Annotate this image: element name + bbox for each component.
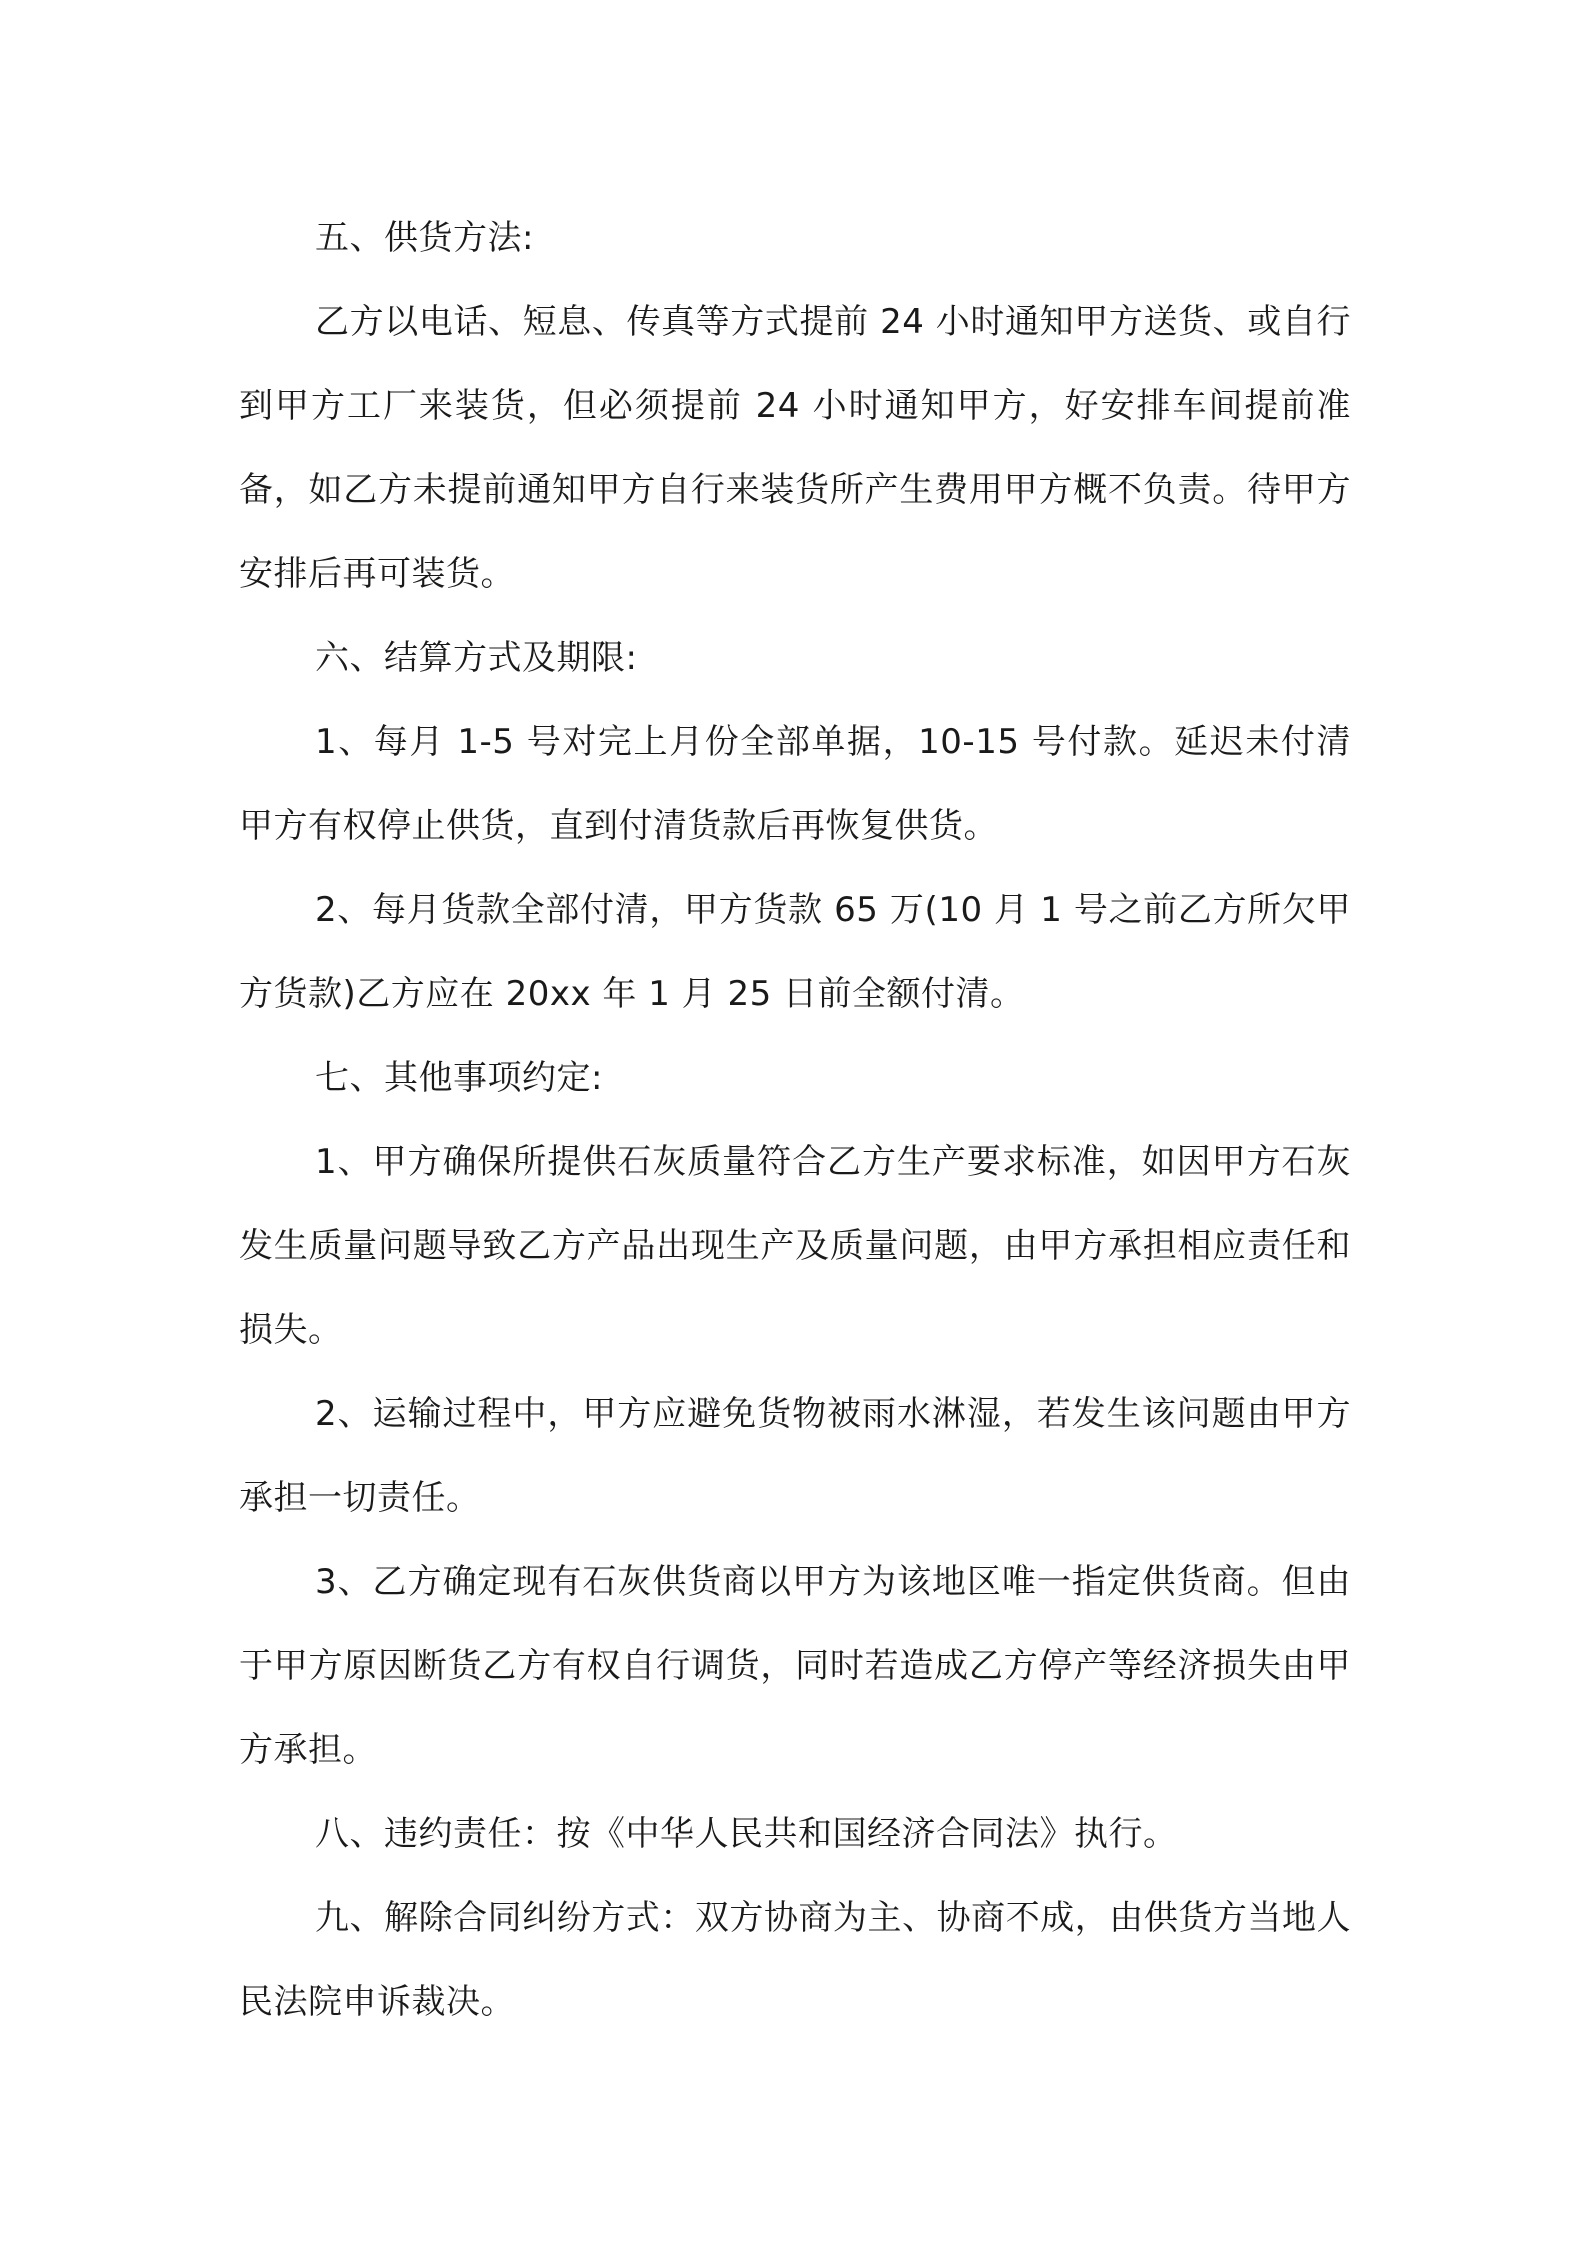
paragraph-other-matters-2: 2、运输过程中，甲方应避免货物被雨水淋湿，若发生该问题由甲方承担一切责任。 bbox=[239, 1394, 1351, 1518]
section-heading-settlement: 六、结算方式及期限: bbox=[315, 638, 638, 678]
paragraph-settlement-1: 1、每月 1-5 号对完上月份全部单据，10-15 号付款。延迟未付清甲方有权停止供货，直到付清货款后再恢复供货。 bbox=[239, 722, 1351, 846]
section-heading-supply-method: 五、供货方法: bbox=[315, 218, 534, 258]
paragraph-other-matters-3: 3、乙方确定现有石灰供货商以甲方为该地区唯一指定供货商。但由于甲方原因断货乙方有权自行调货，同时若造成乙方停产等经济损失由甲方承担。 bbox=[239, 1562, 1351, 1770]
paragraph-dispute-resolution: 九、解除合同纠纷方式：双方协商为主、协商不成，由供货方当地人民法院申诉裁决。 bbox=[239, 1898, 1351, 2022]
paragraph-settlement-2: 2、每月货款全部付清，甲方货款 65 万(10 月 1 号之前乙方所欠甲方货款)乙方应在 20xx 年 1 月 25 日前全额付清。 bbox=[239, 890, 1351, 1014]
paragraph-breach-liability: 八、违约责任：按《中华人民共和国经济合同法》执行。 bbox=[315, 1814, 1178, 1854]
section-heading-other-matters: 七、其他事项约定: bbox=[315, 1058, 603, 1098]
paragraph-supply-method: 乙方以电话、短息、传真等方式提前 24 小时通知甲方送货、或自行到甲方工厂来装货，但必须提前 24 小时通知甲方，好安排车间提前准备，如乙方未提前通知甲方自行来装货所产生费用甲方概不负责。待甲方安排后再可装货。 bbox=[239, 302, 1351, 594]
paragraph-other-matters-1: 1、甲方确保所提供石灰质量符合乙方生产要求标准，如因甲方石灰发生质量问题导致乙方产品出现生产及质量问题，由甲方承担相应责任和损失。 bbox=[239, 1142, 1351, 1350]
document-body bbox=[239, 196, 1351, 2044]
